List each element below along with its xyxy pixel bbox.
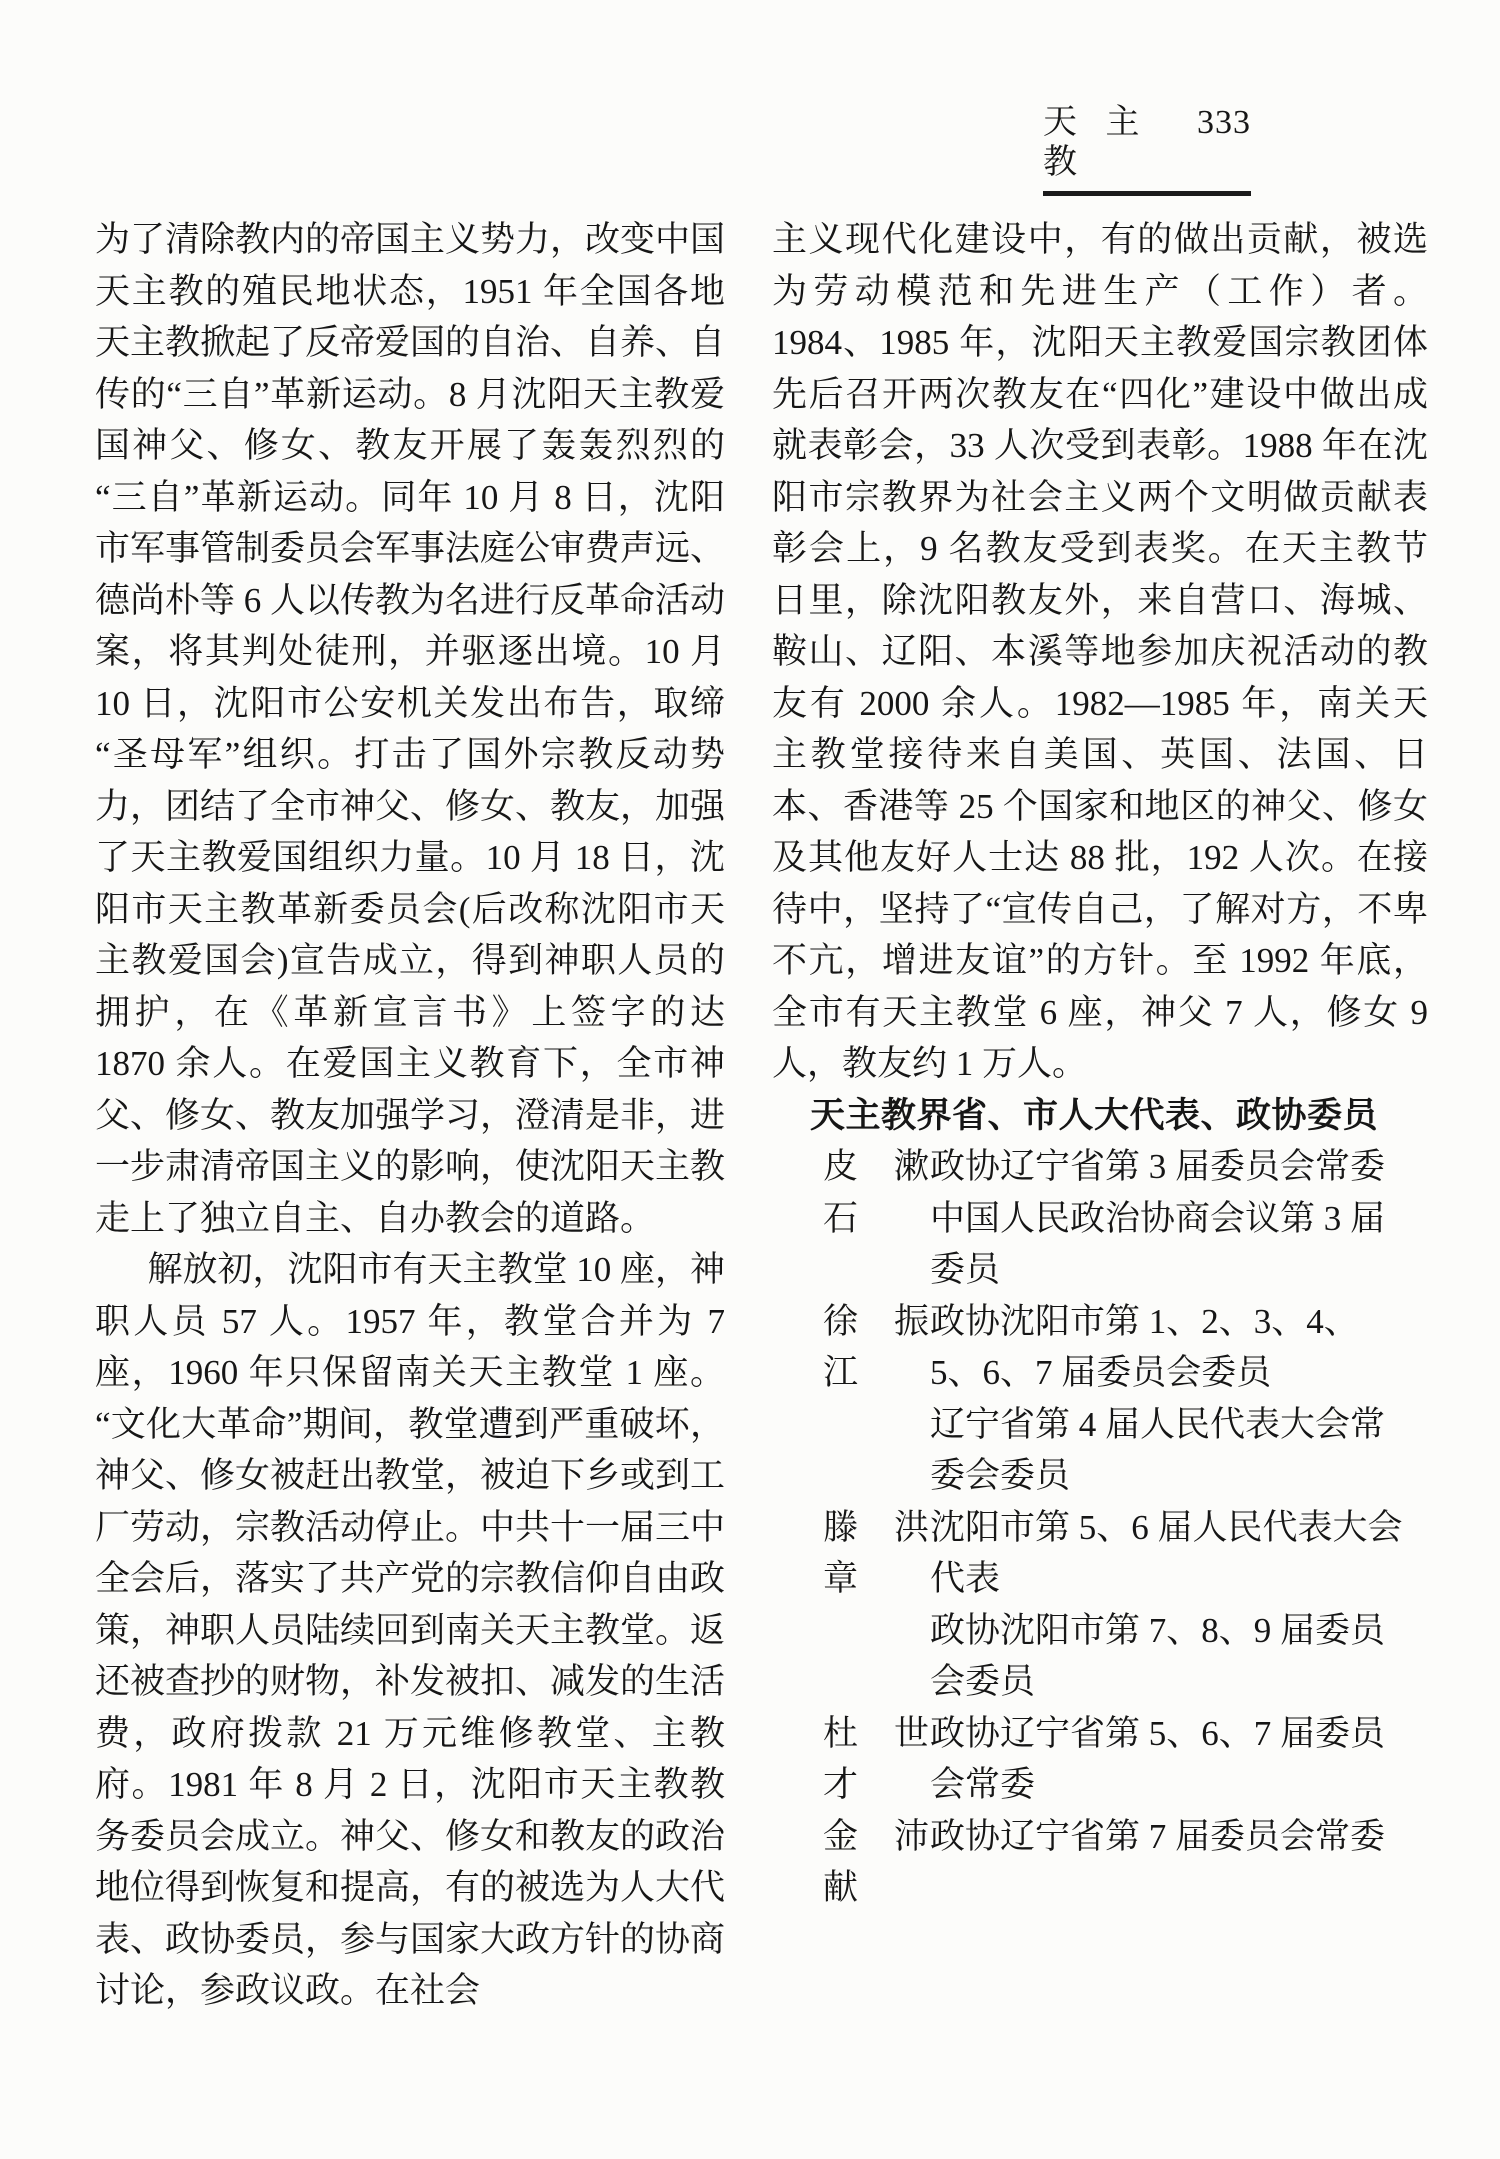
- member-position: 政协辽宁省第 3 届委员会常委: [930, 1147, 1386, 1186]
- member-position: 政协沈阳市第 7、8、9 届委员会委员: [930, 1610, 1386, 1701]
- body-paragraph-1: 为了清除教内的帝国主义势力，改变中国天主教的殖民地状态，1951 年全国各地天主教掀起了反帝爱国的自治、自养、自传的“三自”革新运动。8 月沈阳天主教爱国神父、修女、教友开展了轰轰烈烈的“三自”革新运动。同年 10 月 8 日，沈阳市军事管制委员会军事法庭公审费声远、德尚朴等 6 人以传教为名进行反革命活动案，将其判处徒刑，并驱逐出境。10 月 10 日，沈阳市公安机关发出布告，取缔“圣母军”组织。打击了国外宗教反动势力，团结了全市神父、修女、教友，加强了天主教爱国组织力量。10 月 18 日，沈阳市天主教革新委员会(后改称沈阳市天主教爱国会)宣告成立，得到神职人员的拥护，在《革新宣言书》上签字的达 1870 余人。在爱国主义教育下，全市神父、修女、教友加强学习，澄清是非，进一步肃清帝国主义的影响，使沈阳天主教走上了独立自主、自办教会的道路。: [95, 220, 726, 1238]
- member-name: 徐振江: [823, 1301, 930, 1392]
- member-row: [772, 1141, 1428, 1296]
- member-row: [772, 1811, 1428, 1914]
- member-name: 皮漱石: [823, 1147, 930, 1238]
- left-column: [95, 214, 725, 2017]
- page-header: [1043, 103, 1251, 196]
- member-positions: [930, 1141, 1410, 1296]
- section-heading: 天主教界省、市人大代表、政协委员: [810, 1095, 1379, 1135]
- member-positions: [930, 1811, 1410, 1863]
- body-paragraph-2: 解放初，沈阳市有天主教堂 10 座，神职人员 57 人。1957 年，教堂合并为 7 座，1960 年只保留南关天主教堂 1 座。“文化大革命”期间，教堂遭到严重破坏，神父、修女被赶出教堂，被迫下乡或到工厂劳动，宗教活动停止。中共十一届三中全会后，落实了共产党的宗教信仰自由政策，神职人员陆续回到南关天主教堂。返还被查抄的财物，补发被扣、减发的生活费，政府拨款 21 万元维修教堂、主教府。1981 年 8 月 2 日，沈阳市天主教教务委员会成立。神父、修女和教友的政治地位得到恢复和提高，有的被选为人大代表、政协委员，参与国家大政方针的协商讨论，参政议政。在社会: [95, 1250, 726, 2010]
- member-name: 金沛献: [823, 1816, 930, 1907]
- page-number: 333: [1197, 104, 1251, 141]
- member-position: 沈阳市第 5、6 届人民代表大会代表: [930, 1507, 1403, 1598]
- running-header-title: 天 主 教: [1043, 104, 1150, 181]
- member-position: 中国人民政治协商会议第 3 届委员: [930, 1198, 1386, 1289]
- member-position: 政协辽宁省第 5、6、7 届委员会常委: [930, 1713, 1386, 1804]
- body-paragraph-3: 主义现代化建设中，有的做出贡献，被选为劳动模范和先进生产（工作）者。1984、1985 年，沈阳天主教爱国宗教团体先后召开两次教友在“四化”建设中做出成就表彰会，33 人次受到表彰。1988 年在沈阳市宗教界为社会主义两个文明做贡献表彰会上，9 名教友受到表奖。在天主教节日里，除沈阳教友外，来自营口、海城、鞍山、辽阳、本溪等地参加庆祝活动的教友有 2000 余人。1982—1985 年，南关天主教堂接待来自美国、英国、法国、日本、香港等 25 个国家和地区的神父、修女及其他友好人士达 88 批，192 人次。在接待中，坚持了“宣传自己，了解对方，不卑不亢，增进友谊”的方针。至 1992 年底，全市有天主教堂 6 座，神父 7 人，修女 9 人，教友约 1 万人。: [772, 220, 1428, 1083]
- member-positions: [930, 1296, 1410, 1502]
- member-position: 政协沈阳市第 1、2、3、4、5、6、7 届委员会委员: [930, 1301, 1359, 1392]
- member-row: [772, 1708, 1428, 1811]
- member-name: 滕洪章: [823, 1507, 930, 1598]
- right-column: [772, 214, 1428, 1914]
- member-positions: [930, 1708, 1410, 1811]
- member-position: 辽宁省第 4 届人民代表大会常委会委员: [930, 1404, 1386, 1495]
- member-positions: [930, 1502, 1410, 1708]
- member-position: 政协辽宁省第 7 届委员会常委: [930, 1816, 1386, 1856]
- member-row: [772, 1502, 1428, 1708]
- member-name: 杜世才: [823, 1713, 930, 1804]
- member-row: [772, 1296, 1428, 1502]
